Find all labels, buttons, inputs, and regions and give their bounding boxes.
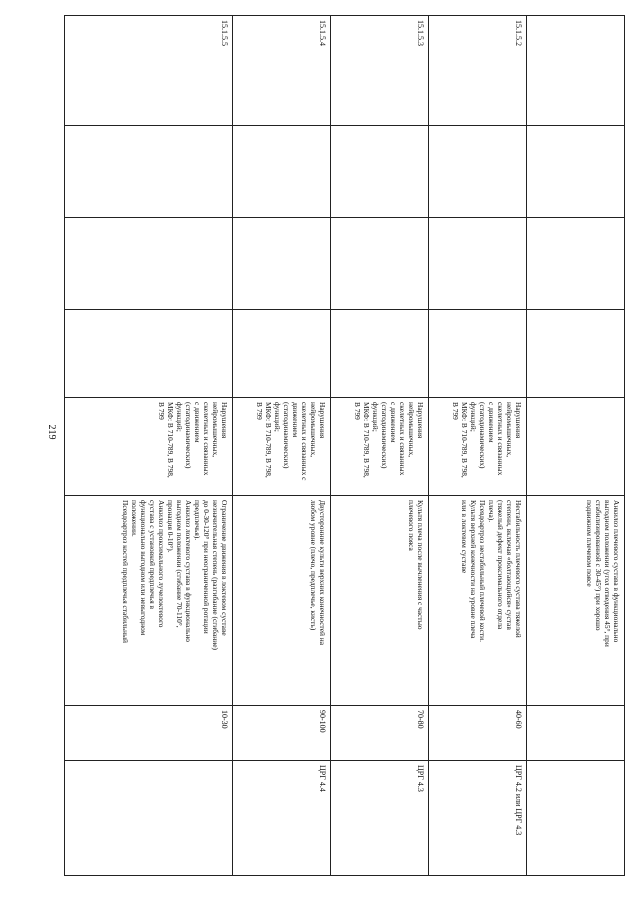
criteria-line: Анкилоз проксимального лучелоктевого [156, 500, 166, 628]
impairment-line: с движением [486, 402, 496, 443]
empty-cell [233, 310, 331, 398]
criteria-line: Анкилоз плечевого сустава в функционально [612, 500, 621, 643]
impairment-line: нейромышечных, [504, 402, 514, 458]
criteria-cell [65, 496, 233, 706]
impairment-line: В 799 [450, 402, 460, 420]
criteria-line: плечевого пояса [406, 500, 416, 551]
criteria-line: функционально выгодном или невыгодном [138, 500, 148, 636]
ref-cell: ЦРГ 4.2 или ЦРГ 4.3 [429, 761, 527, 876]
impairment-line: с движением [388, 402, 398, 443]
empty-cell [65, 218, 233, 310]
criteria-line: незначительная степень (разгибание (сгибание) [210, 500, 220, 650]
table-row [233, 16, 331, 876]
impairment-line: МКФ: В 710-789, В 798, [165, 402, 175, 478]
code-cell: 15.1.5.3 [331, 16, 429, 126]
impairment-line: нейромышечных, [406, 402, 416, 458]
impairment-line: (статодинамических) [379, 402, 389, 469]
impairment-line: МКФ: В 710-789, В 798, [361, 402, 371, 478]
empty-cell [331, 310, 429, 398]
criteria-cell [233, 496, 331, 706]
document-page [65, 15, 625, 875]
value-cell: 70-80 [331, 706, 429, 761]
impairment-line: функций; [370, 402, 380, 432]
criteria-line: Псевдоартроз костей предплечья стабильный [120, 500, 130, 643]
criteria-line: (тяжелый дефект проксимального отдела [495, 500, 505, 630]
impairment-line: (статодинамических) [281, 402, 291, 469]
impairment-line: скелетных и связанных [495, 402, 505, 476]
code-cell [527, 16, 625, 126]
value-cell: 40-60 [429, 706, 527, 761]
impairment-line: скелетных и связанных [201, 402, 211, 476]
impairment-line: движением [290, 402, 300, 438]
impairment-line: Нарушения [514, 402, 523, 439]
ref-cell [65, 761, 233, 876]
value-cell: 10-30 [65, 706, 233, 761]
empty-cell [429, 126, 527, 218]
empty-cell [331, 126, 429, 218]
impairment-line: В 799 [156, 402, 166, 420]
impairment-cell [65, 398, 233, 496]
criteria-cell [331, 496, 429, 706]
page-number: 219 [46, 424, 57, 440]
impairment-line: функций; [468, 402, 478, 432]
code-cell: 15.1.5.4 [233, 16, 331, 126]
criteria-line: любом уровне (плечо, предплечье, кисть) [308, 500, 318, 631]
criteria-line: Нестабильность плечевого сустава тяжелой [514, 500, 523, 638]
impairment-line: Нарушения [220, 402, 229, 439]
impairment-line: функций; [174, 402, 184, 432]
empty-cell [331, 218, 429, 310]
impairment-line: МКФ: В 710-789, В 798, [263, 402, 273, 478]
criteria-line: положении. [129, 500, 139, 537]
impairment-line: скелетных и связанных [397, 402, 407, 476]
impairment-cell [233, 398, 331, 496]
criteria-line: Анкилоз локтевого сустава в функционально [183, 500, 193, 642]
criteria-line: Культя плеча после вычленения с частью [416, 500, 425, 630]
empty-cell [527, 398, 625, 496]
ref-cell [527, 761, 625, 876]
criteria-line: подвижном плечевом поясе [584, 500, 594, 587]
criteria-line: Ограничение движения в локтевом суставе [220, 500, 229, 636]
impairment-cell [429, 398, 527, 496]
table-row [65, 16, 233, 876]
criteria-line: сустава с установкой предплечья в [147, 500, 157, 609]
value-cell: 90-100 [233, 706, 331, 761]
criteria-line: Двусторонние культи верхних конечностей на [318, 500, 327, 646]
criteria-line: до 0-30-120° при неограниченной ротации [201, 500, 211, 634]
table-row [429, 16, 527, 876]
criteria-line: выгодном положении (сгибание 70-110°, [174, 500, 184, 628]
table-row [331, 16, 429, 876]
code-cell: 15.1.5.5 [65, 16, 233, 126]
empty-cell [527, 126, 625, 218]
ref-cell: ЦРГ 4.4 [233, 761, 331, 876]
criteria-line: выгодном положении (угол отведения 45°, при [602, 500, 612, 647]
empty-cell [429, 218, 527, 310]
impairment-line: функций; [272, 402, 282, 432]
empty-cell [527, 310, 625, 398]
impairment-line: В 799 [254, 402, 264, 420]
value-cell [527, 706, 625, 761]
impairment-line: В 799 [352, 402, 362, 420]
criteria-line: предплечья). [192, 500, 202, 541]
criteria-line: пронация 0-10°). [165, 500, 175, 553]
criteria-cell [527, 496, 625, 706]
empty-cell [527, 218, 625, 310]
impairment-line: Нарушения [416, 402, 425, 439]
impairment-line: (статодинамических) [477, 402, 487, 469]
ref-cell: ЦРГ 4.3 [331, 761, 429, 876]
criteria-line: или в локтевом суставе [459, 500, 469, 574]
impairment-line: с движением [192, 402, 202, 443]
criteria-line: Псевдоартроз нестабильный плечевой кости. [477, 500, 487, 642]
rotated-table-container [65, 15, 625, 875]
empty-cell [233, 218, 331, 310]
empty-cell [65, 126, 233, 218]
impairment-line: скелетных и связанных с [299, 402, 309, 481]
empty-cell [233, 126, 331, 218]
criteria-table [64, 15, 625, 876]
criteria-line: стабилизированной с 30-45°) при хорошо [593, 500, 603, 631]
criteria-cell [429, 496, 527, 706]
code-cell: 15.1.5.2 [429, 16, 527, 126]
impairment-line: нейромышечных, [308, 402, 318, 458]
empty-cell [429, 310, 527, 398]
impairment-cell [331, 398, 429, 496]
criteria-line: плеча). [486, 500, 496, 523]
table-row-top [527, 16, 625, 876]
impairment-line: МКФ: В 710-789, В 798, [459, 402, 469, 478]
impairment-line: Нарушения [318, 402, 327, 439]
criteria-line: Культя верхней конечности на уровне плеча [468, 500, 478, 639]
empty-cell [65, 310, 233, 398]
impairment-line: (статодинамических) [183, 402, 193, 469]
impairment-line: нейромышечных, [210, 402, 220, 458]
criteria-line: степени, включая «болтающийся» сустав [504, 500, 514, 630]
